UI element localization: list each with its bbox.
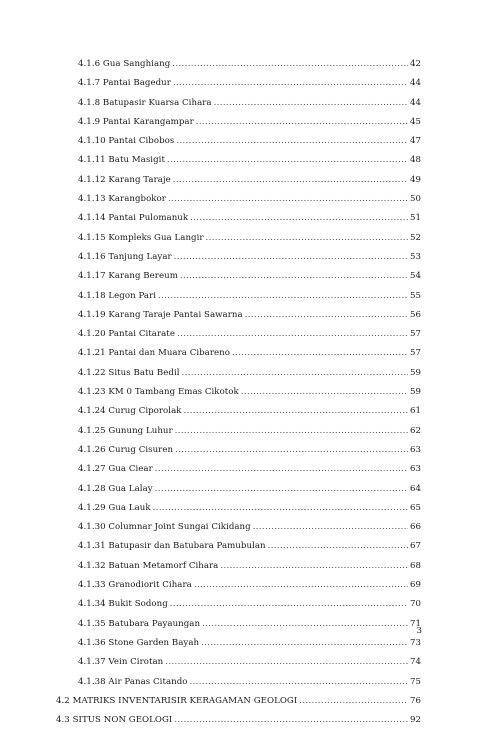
toc-dot-leader [175,422,408,441]
toc-dot-leader [214,94,408,113]
toc-entry-title: 4.1.18 Legon Pari [78,290,157,301]
toc-dot-leader [155,460,408,479]
toc-entry-title: 4.1.7 Pantai Bagedur [78,78,171,89]
toc-entry[interactable] [56,74,421,93]
toc-entry-page-number: 62 [409,425,421,436]
toc-dot-leader [176,132,408,151]
toc-entry-page-number: 64 [409,483,421,494]
toc-entry-page-number: 68 [409,560,421,571]
toc-entry[interactable] [56,55,421,74]
toc-entry-title: 4.1.38 Air Panas Citando [78,676,188,687]
toc-entry-page-number: 44 [409,97,421,108]
toc-entry[interactable] [56,480,421,499]
toc-entry[interactable] [56,692,421,711]
toc-entry[interactable] [56,229,421,248]
toc-entry-page-number: 57 [409,348,421,359]
toc-dot-leader [170,595,408,614]
toc-entry-title: 4.1.13 Karangbokor [78,194,166,205]
table-of-contents [56,55,421,730]
toc-entry-title: 4.1.27 Gua Ciear [78,464,153,475]
toc-dot-leader [167,151,408,170]
toc-entry[interactable] [56,711,421,730]
toc-entry[interactable] [56,94,421,113]
toc-entry[interactable] [56,499,421,518]
toc-entry-page-number: 70 [409,599,421,610]
toc-dot-leader [173,74,408,93]
toc-entry-page-number: 74 [409,657,421,668]
toc-entry-page-number: 59 [409,367,421,378]
toc-entry-title: 4.1.11 Batu Masigit [78,155,165,166]
toc-entry[interactable] [56,287,421,306]
toc-entry-title: 4.1.14 Pantai Pulomanuk [78,213,189,224]
toc-entry-page-number: 92 [409,715,421,726]
toc-entry-page-number: 71 [409,618,421,629]
toc-entry-page-number: 61 [409,406,421,417]
toc-entry-title: 4.1.36 Stone Garden Bayah [78,637,200,648]
toc-entry-page-number: 57 [409,329,421,340]
toc-entry-page-number: 44 [409,78,421,89]
toc-entry-title: 4.1.33 Granodiorit Cihara [78,580,192,591]
toc-entry-page-number: 63 [409,464,421,475]
toc-entry[interactable] [56,344,421,363]
toc-dot-leader [194,576,408,595]
toc-dot-leader [180,267,408,286]
toc-entry[interactable] [56,653,421,672]
toc-entry-page-number: 63 [409,444,421,455]
toc-dot-leader [253,518,408,537]
toc-entry-title: 4.1.16 Tanjung Layar [78,251,172,262]
toc-entry-title: 4.1.34 Bukit Sodong [78,599,168,610]
toc-entry[interactable] [56,383,421,402]
toc-dot-leader [172,55,408,74]
toc-dot-leader [174,711,408,730]
toc-entry-title: 4.1.15 Kompleks Gua Langir [78,232,204,243]
toc-dot-leader [232,344,408,363]
toc-entry[interactable] [56,441,421,460]
toc-entry[interactable] [56,364,421,383]
toc-dot-leader [165,653,408,672]
toc-dot-leader [206,229,408,248]
toc-dot-leader [245,306,408,325]
toc-entry-title: 4.1.32 Batuan Metamorf Cihara [78,560,219,571]
toc-entry-title: 4.1.35 Batubara Payaungan [78,618,201,629]
toc-entry-page-number: 66 [409,522,421,533]
toc-entry-page-number: 56 [409,309,421,320]
toc-entry-page-number: 75 [409,676,421,687]
toc-dot-leader [299,692,408,711]
toc-entry[interactable] [56,576,421,595]
toc-entry-page-number: 53 [409,251,421,262]
toc-entry-title: 4.1.8 Batupasir Kuarsa Cihara [78,97,212,108]
toc-entry[interactable] [56,113,421,132]
toc-entry[interactable] [56,267,421,286]
toc-entry-page-number: 48 [409,155,421,166]
toc-dot-leader [241,383,408,402]
toc-entry[interactable] [56,460,421,479]
toc-entry-page-number: 73 [409,637,421,648]
toc-entry-page-number: 55 [409,290,421,301]
toc-entry-page-number: 67 [409,541,421,552]
toc-entry[interactable] [56,190,421,209]
toc-entry-page-number: 54 [409,271,421,282]
toc-entry-title: 4.1.9 Pantai Karangampar [78,116,194,127]
toc-entry-title: 4.1.25 Gunung Luhur [78,425,173,436]
toc-entry-title: 4.1.10 Pantai Cibobos [78,136,175,147]
toc-entry-title: 4.1.30 Columnar Joint Sungai Cikidang [78,522,251,533]
toc-entry-page-number: 45 [409,116,421,127]
toc-entry-title: 4.1.29 Gua Lauk [78,502,151,513]
toc-dot-leader [173,171,408,190]
toc-dot-leader [182,364,408,383]
toc-entry-title: 4.1.19 Karang Taraje Pantai Sawarna [78,309,243,320]
toc-entry-title: 4.1.23 KM 0 Tambang Emas Cikotok [78,387,239,398]
toc-entry-page-number: 69 [409,580,421,591]
toc-dot-leader [196,113,408,132]
toc-entry-page-number: 59 [409,387,421,398]
toc-entry[interactable] [56,306,421,325]
toc-dot-leader [175,441,408,460]
toc-entry[interactable] [56,325,421,344]
toc-entry-title: 4.1.26 Curug Cisuren [78,444,174,455]
toc-dot-leader [190,209,408,228]
toc-dot-leader [153,499,408,518]
toc-entry-page-number: 76 [409,695,421,706]
toc-entry[interactable] [56,673,421,692]
toc-entry[interactable] [56,634,421,653]
toc-entry[interactable] [56,171,421,190]
toc-entry-title: 4.2 MATRIKS INVENTARISIR KERAGAMAN GEOLOGI [56,695,298,706]
toc-dot-leader [158,287,408,306]
toc-entry[interactable] [56,557,421,576]
toc-entry[interactable] [56,132,421,151]
toc-entry-page-number: 49 [409,174,421,185]
toc-entry-title: 4.1.20 Pantai Citarate [78,329,175,340]
toc-entry[interactable] [56,518,421,537]
toc-entry[interactable] [56,248,421,267]
toc-entry[interactable] [56,537,421,556]
toc-entry[interactable] [56,402,421,421]
toc-dot-leader [201,634,408,653]
toc-entry[interactable] [56,595,421,614]
toc-entry-title: 4.1.28 Gua Lalay [78,483,153,494]
toc-entry-title: 4.1.21 Pantai dan Muara Cibareno [78,348,230,359]
toc-entry-title: 4.1.22 Situs Batu Bedil [78,367,180,378]
toc-dot-leader [190,673,408,692]
toc-dot-leader [220,557,408,576]
toc-entry-title: 4.1.17 Karang Bereum [78,271,178,282]
toc-entry-page-number: 65 [409,502,421,513]
toc-entry-page-number: 50 [409,194,421,205]
toc-entry[interactable] [56,209,421,228]
toc-entry-title: 4.1.37 Vein Cirotan [78,657,164,668]
toc-dot-leader [174,248,408,267]
toc-entry-title: 4.3 SITUS NON GEOLOGI [56,715,173,726]
toc-dot-leader [184,402,408,421]
toc-entry-title: 4.1.31 Batupasir dan Batubara Pamubulan [78,541,266,552]
toc-entry-page-number: 51 [409,213,421,224]
toc-dot-leader [268,537,408,556]
page-number: 3 [416,626,422,636]
toc-entry-page-number: 47 [409,136,421,147]
toc-dot-leader [202,615,408,634]
toc-entry-title: 4.1.12 Karang Taraje [78,174,171,185]
toc-dot-leader [155,480,408,499]
toc-dot-leader [177,325,408,344]
toc-dot-leader [168,190,408,209]
toc-entry-title: 4.1.6 Gua Sanghiang [78,59,171,69]
toc-entry-page-number: 42 [409,59,421,69]
toc-entry[interactable] [56,151,421,170]
toc-entry-page-number: 52 [409,232,421,243]
toc-entry[interactable] [56,422,421,441]
toc-entry[interactable] [56,615,421,634]
toc-entry-title: 4.1.24 Curug Ciporolak [78,406,182,417]
